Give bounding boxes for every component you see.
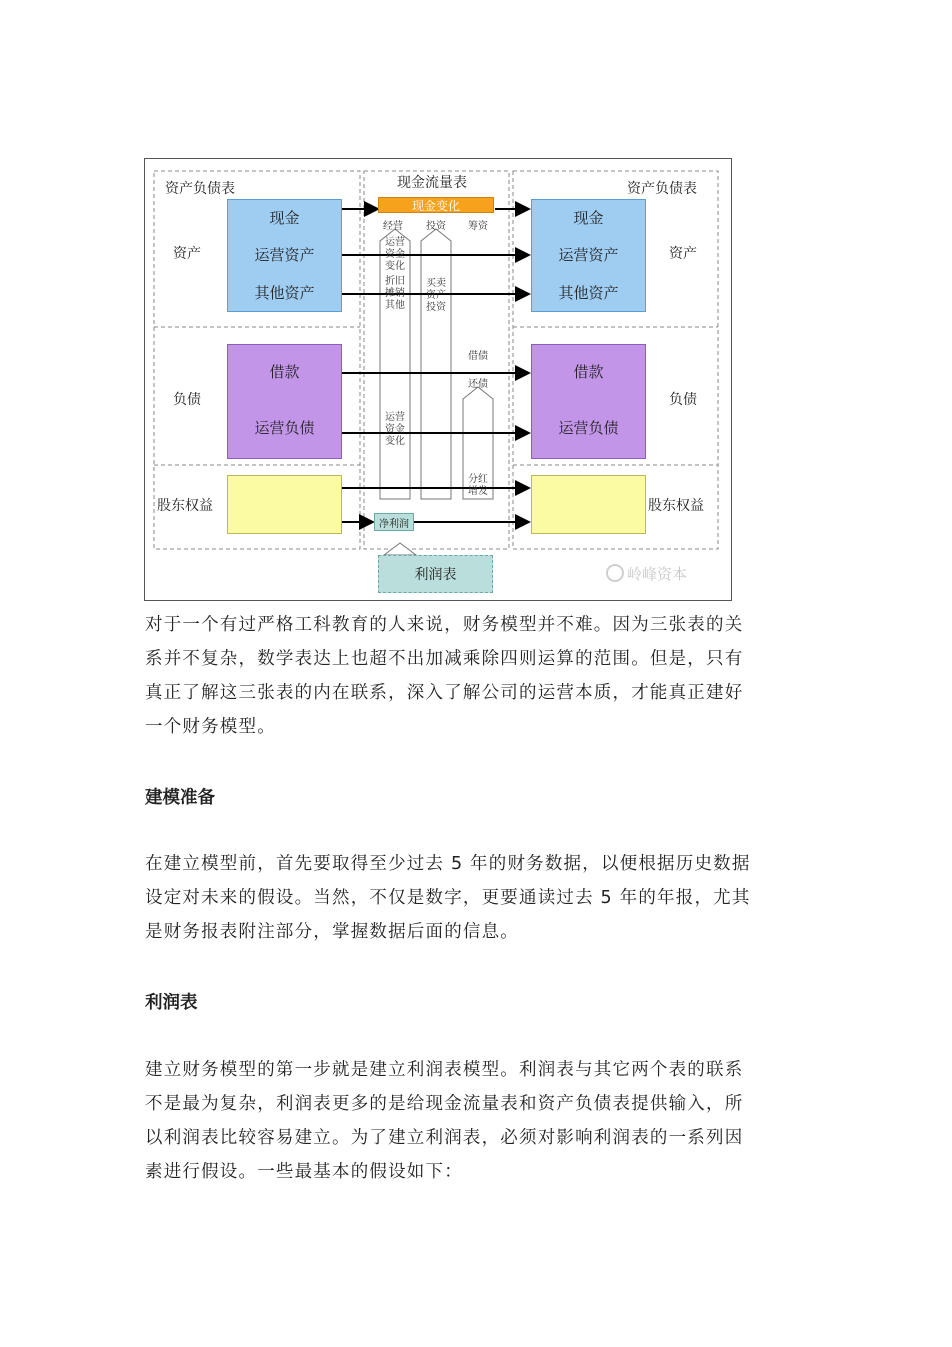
left-balance-sheet-title: 资产负债表 [165, 181, 235, 197]
right-cash-box: 现金 [531, 199, 646, 235]
operating-column-head: 经营 [383, 221, 403, 232]
net-profit-box: 净利润 [374, 513, 414, 531]
watermark-logo-icon [607, 565, 623, 581]
income-statement-box: 利润表 [378, 555, 493, 593]
left-liabilities-label: 负债 [173, 392, 201, 408]
operating-wc-change-label: 运营 资金 变化 [385, 237, 405, 272]
financing-column-head: 筹资 [468, 221, 488, 232]
paragraph-line: 设定对未来的假设。当然，不仅是数字，更要通读过去 5 年的年报，尤其 [145, 888, 751, 908]
right-balance-sheet-title: 资产负债表 [627, 181, 697, 197]
buy-sell-assets-label: 买卖 资产 投资 [426, 278, 446, 313]
paragraph-intro [145, 608, 810, 744]
left-cash-box: 现金 [227, 199, 342, 235]
left-assets-label: 资产 [173, 246, 201, 262]
depreciation-amortization-label: 折旧 摊销 其他 [385, 276, 405, 311]
heading-income-statement: 利润表 [145, 993, 198, 1013]
right-borrowings-box: 借款 [531, 344, 646, 397]
left-other-assets-box: 其他资产 [227, 274, 342, 312]
paragraph-line: 不是最为复杂，利润表更多的是给现金流量表和资产负债表提供输入，所 [145, 1094, 744, 1114]
dividend-issuance-label: 分红 增发 [468, 474, 488, 497]
right-assets-label: 资产 [669, 246, 697, 262]
cash-flow-statement-title: 现金流量表 [397, 175, 467, 191]
right-operating-liabilities-box: 运营负债 [531, 397, 646, 459]
paragraph-line: 系并不复杂，数学表达上也超不出加减乘除四则运算的范围。但是，只有 [145, 649, 744, 669]
paragraph-line: 对于一个有过严格工科教育的人来说，财务模型并不难。因为三张表的关 [145, 615, 744, 635]
right-operating-assets-box: 运营资产 [531, 235, 646, 274]
right-other-assets-box: 其他资产 [531, 274, 646, 312]
left-equity-box [227, 475, 342, 534]
operating-wc-change-label-2: 运营 资金 变化 [385, 412, 405, 447]
repay-label: 还债 [468, 379, 488, 390]
paragraph-line: 素进行假设。一些最基本的假设如下： [145, 1162, 463, 1182]
cash-change-box: 现金变化 [378, 197, 494, 213]
heading-modeling-preparation: 建模准备 [145, 788, 215, 808]
right-equity-label: 股东权益 [648, 498, 704, 514]
left-operating-liabilities-box: 运营负债 [227, 397, 342, 459]
left-borrowings-box: 借款 [227, 344, 342, 397]
right-equity-box [531, 475, 646, 534]
paragraph-line: 一个财务模型。 [145, 717, 276, 737]
investing-column-head: 投资 [426, 221, 446, 232]
watermark-text: 岭峰资本 [627, 565, 688, 583]
paragraph-line: 是财务报表附注部分，掌握数据后面的信息。 [145, 922, 519, 942]
paragraph-line: 在建立模型前，首先要取得至少过去 5 年的财务数据，以便根据历史数据 [145, 854, 751, 874]
left-operating-assets-box: 运营资产 [227, 235, 342, 274]
paragraph-line: 建立财务模型的第一步就是建立利润表模型。利润表与其它两个表的联系 [145, 1060, 744, 1080]
paragraph-preparation [145, 847, 810, 949]
borrow-label: 借债 [468, 351, 488, 362]
left-equity-label: 股东权益 [157, 498, 213, 514]
paragraph-income-statement [145, 1053, 810, 1189]
financial-statements-diagram [144, 158, 732, 601]
paragraph-line: 真正了解这三张表的内在联系，深入了解公司的运营本质，才能真正建好 [145, 683, 744, 703]
paragraph-line: 以利润表比较容易建立。为了建立利润表，必须对影响利润表的一系列因 [145, 1128, 744, 1148]
right-liabilities-label: 负债 [669, 392, 697, 408]
